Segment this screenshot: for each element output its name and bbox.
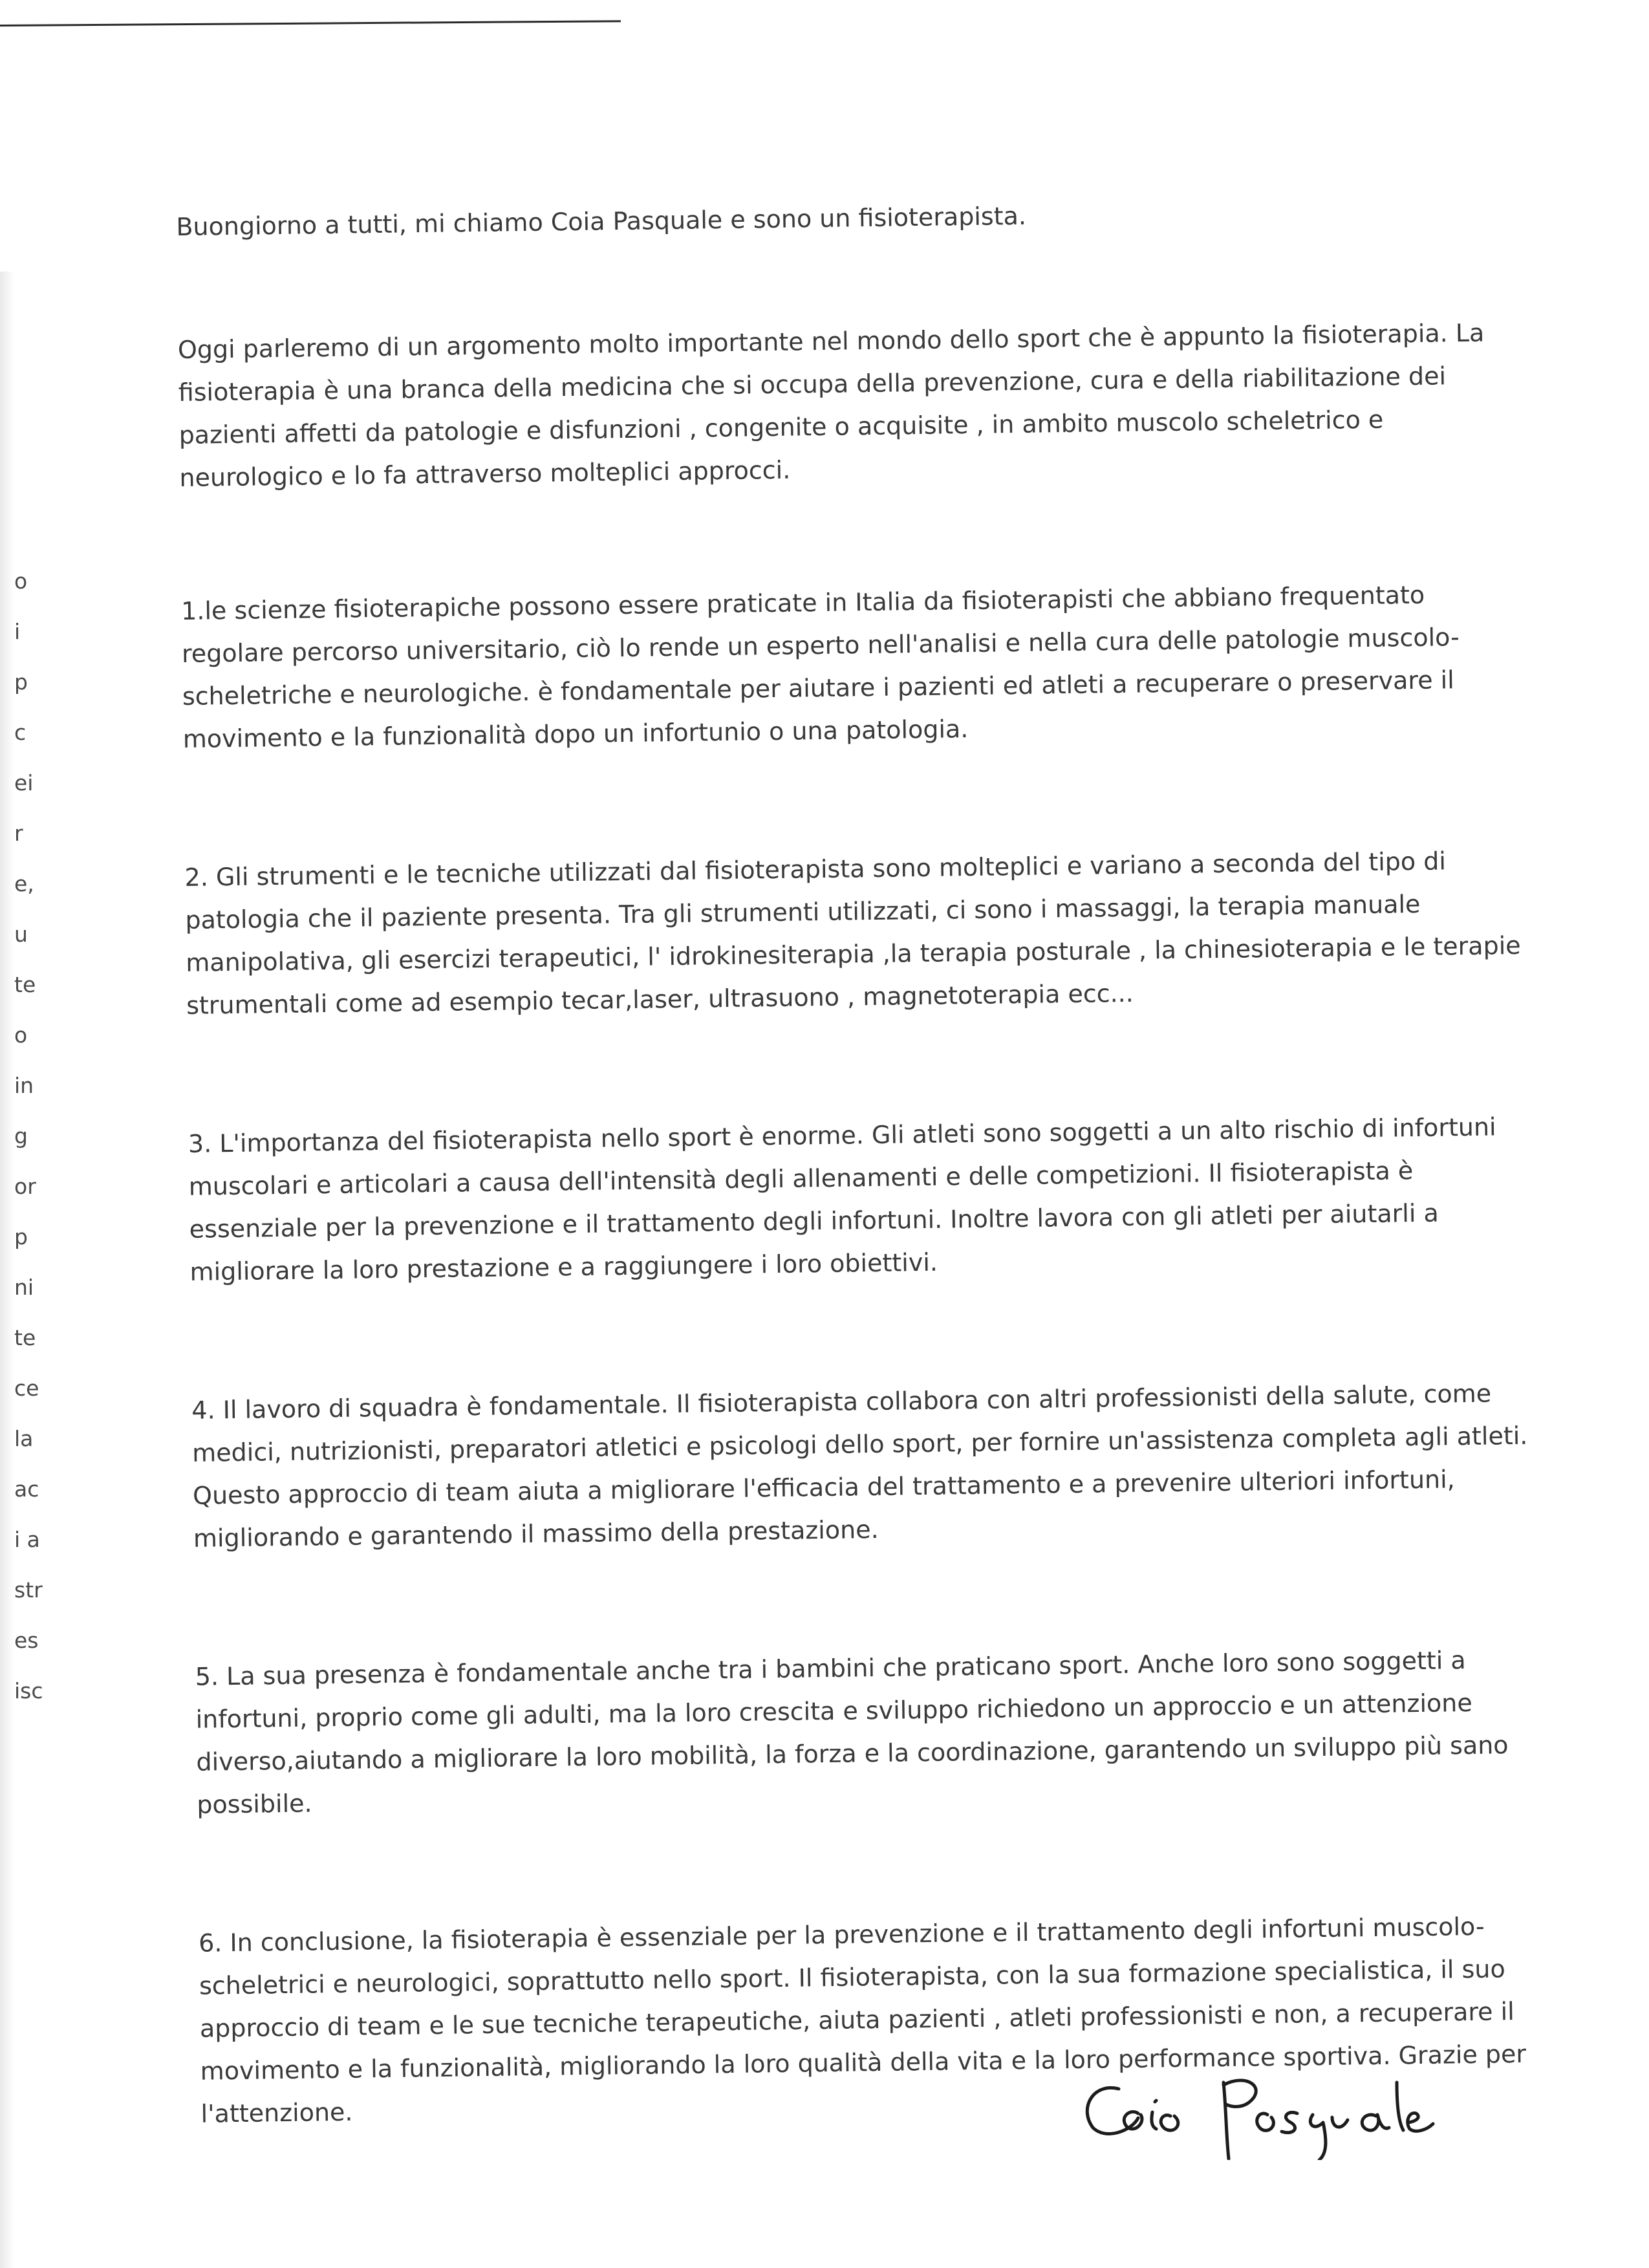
signature-drawing [1073, 2063, 1436, 2160]
bleed-through-fragment: p [14, 1224, 28, 1249]
point-paragraph-1: 1.le scienze fisioterapiche possono essere praticate in Italia da fisioterapisti che abbiano frequentato regolare percorso universitario, ciò lo rende un esperto nell'analisi e nella cura delle patologie muscolo-scheletriche e neurologiche. è fondamentale per aiutare i pazienti ed atleti a recuperare o preservare il movimento e la funzionalità dopo un infortunio o una patologia. [180, 580, 1460, 753]
bleed-through-fragment: or [14, 1174, 36, 1199]
bleed-through-fragment: o [14, 568, 28, 594]
greeting-line: Buongiorno a tutti, mi chiamo Coia Pasquale e sono un fisioterapista. [176, 201, 1027, 241]
letter-body [176, 188, 1546, 2135]
bleed-through-fragment: ei [14, 770, 34, 795]
bleed-through-fragment: te [14, 1325, 36, 1350]
handwritten-signature [1073, 2063, 1436, 2160]
intro-paragraph: Oggi parleremo di un argomento molto importante nel mondo dello sport che è appunto la fisioterapia. La fisioterapia è una branca della medicina che si occupa della prevenzione, cura e della riabilitazione dei pazienti affetti da patologie e disfunzioni , congenite o acquisite , in ambito muscolo scheletrico e neurologico e lo fa attraverso molteplici approcci. [177, 318, 1485, 492]
bleed-through-fragment: ac [14, 1476, 39, 1502]
bleed-through-fragment: str [14, 1577, 43, 1603]
bleed-through-fragment: i [14, 619, 21, 644]
point-paragraph-4: 4. Il lavoro di squadra è fondamentale. Il fisioterapista collabora con altri professionisti della salute, come medici, nutrizionisti, preparatori atletici e psicologi dello sport, per fornire un'assistenza completa agli atleti. Questo approccio di team aiuta a migliorare l'efficacia del trattamento e a prevenire ulteriori infortuni, migliorando e garantendo il massimo della prestazione. [191, 1379, 1528, 1553]
bleed-through-fragment: la [14, 1426, 34, 1451]
scan-top-rule [0, 20, 621, 27]
bleed-through-fragment: i a [14, 1527, 40, 1552]
bleed-through-fragment: te [14, 972, 36, 997]
bleed-through-fragment: g [14, 1123, 28, 1149]
bleed-through-fragment: e, [14, 871, 34, 896]
bleed-through-fragment: in [14, 1073, 34, 1098]
bleed-through-fragment: c [14, 720, 27, 745]
bleed-through-fragment: isc [14, 1678, 43, 1703]
point-paragraph-6: 6. In conclusione, la fisioterapia è essenziale per la prevenzione e il trattamento degli infortuni muscolo-scheletrici e neurologici, soprattutto nello sport. Il fisioterapista, con la sua formazione specialistica, il suo approccio di team e le sue tecniche terapeutiche, aiuta pazienti , atleti professionisti e non, a recuperare il movimento e la funzionalità, migliorando la loro qualità della vita e la loro performance sportiva. Grazie per l'attenzione. [198, 1912, 1527, 2128]
bleed-through-fragment: u [14, 922, 28, 947]
bleed-through-fragment: ce [14, 1376, 39, 1401]
point-paragraph-3: 3. L'importanza del fisioterapista nello sport è enorme. Gli atleti sono soggetti a un alto rischio di infortuni muscolari e articolari a causa dell'intensità degli allenamenti e delle competizioni. Il fisioterapista è essenziale per la prevenzione e il trattamento degli infortuni. Inoltre lavora con gli atleti per aiutarli a migliorare la loro prestazione e a raggiungere i loro obiettivi. [188, 1112, 1496, 1286]
point-paragraph-5: 5. La sua presenza è fondamentale anche tra i bambini che praticano sport. Anche loro sono soggetti a infortuni, proprio come gli adulti, ma la loro crescita e sviluppo richiedono un approccio e un attenzione diverso,aiutando a migliorare la loro mobilità, la forza e la coordinazione, garantendo un sviluppo più sano possibile. [195, 1646, 1509, 1819]
bleed-through-fragment: p [14, 669, 28, 695]
point-paragraph-2: 2. Gli strumenti e le tecniche utilizzati dal fisioterapista sono molteplici e variano a seconda del tipo di patologia che il paziente presenta. Tra gli strumenti utilizzati, ci sono i massaggi, la terapia manuale manipolativa, gli esercizi terapeutici, l' idrokinesiterapia ,la terapia posturale , la chinesioterapia e le terapie strumentali come ad esempio tecar,laser, ultrasuono , magnetoterapia ecc... [184, 847, 1521, 1020]
bleed-through-fragment: o [14, 1022, 28, 1048]
bleed-through-fragment: es [14, 1628, 39, 1653]
bleed-through-fragment: ni [14, 1275, 34, 1300]
bleed-through-fragment: r [14, 821, 23, 846]
page-edge-shadow [0, 272, 14, 2268]
bleed-through-margin [14, 556, 85, 1785]
